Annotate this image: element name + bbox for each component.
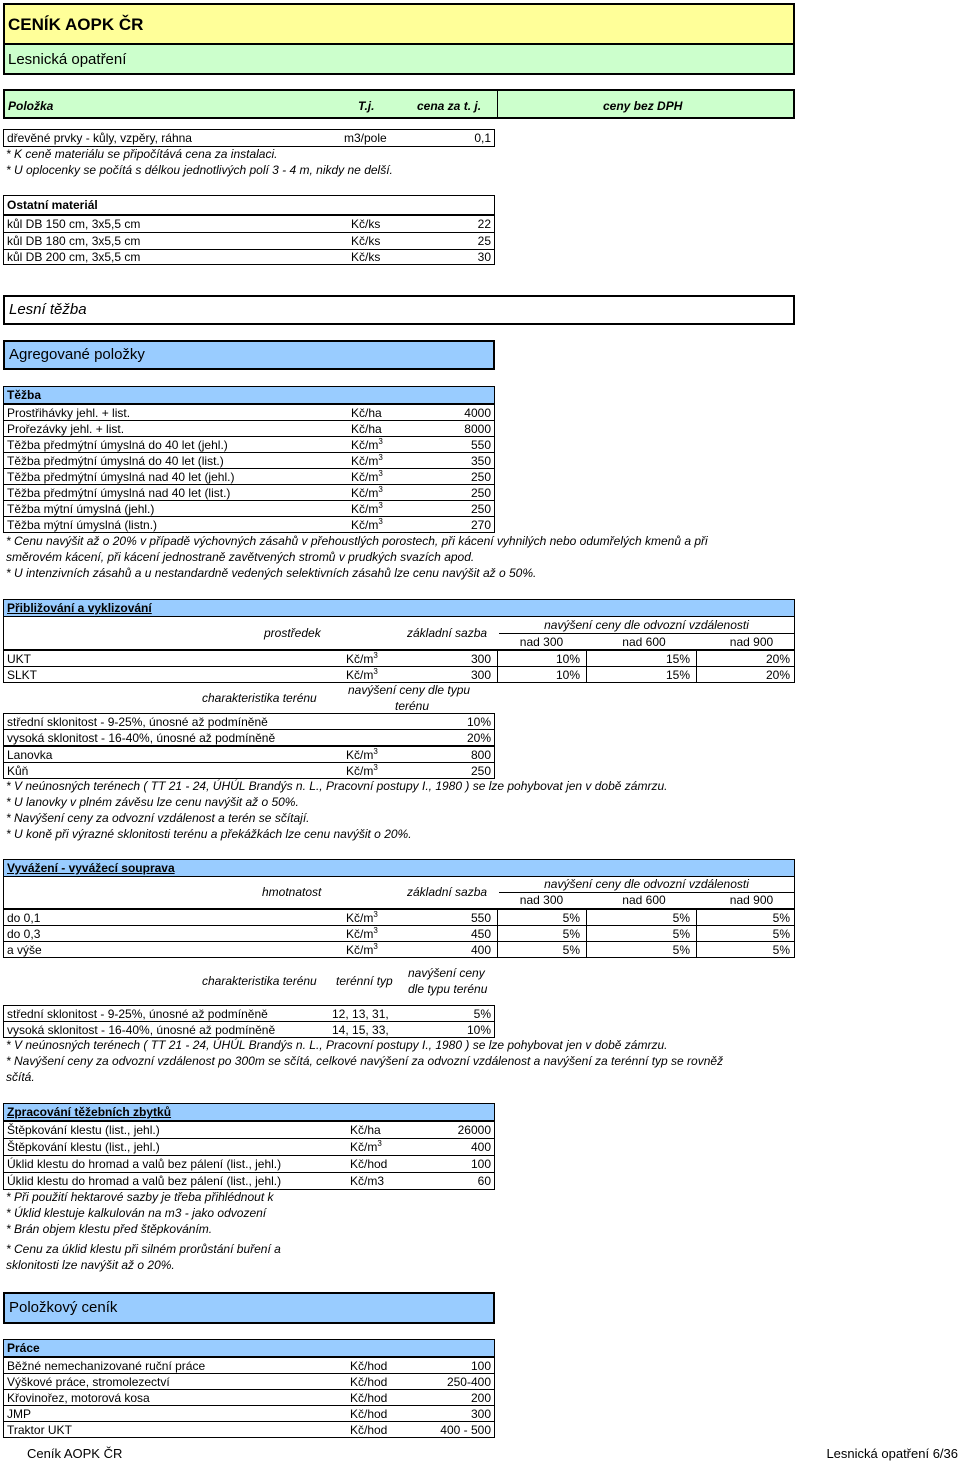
forwarding-terrain-row — [3, 1021, 495, 1038]
row-d600: 5% — [672, 911, 690, 925]
unit-text: Kč/m — [346, 927, 374, 941]
row-d300: 5% — [562, 911, 580, 925]
h-d300: nad 300 — [519, 635, 564, 649]
fence-price: 0,1 — [474, 131, 491, 145]
unit-text: Kč/ha — [351, 406, 382, 420]
col-divider — [497, 926, 498, 942]
terrain-name: střední sklonitost - 9-25%, únosné až podmíněně — [7, 1007, 268, 1021]
forwarding-colhead — [3, 877, 795, 909]
h-tinc: dle typu terénu — [408, 982, 488, 996]
table-row — [3, 1172, 495, 1190]
row-price: 550 — [470, 911, 491, 925]
row-price: 100 — [470, 1157, 491, 1171]
forest-logging-banner — [3, 295, 795, 325]
row-name: SLKT — [7, 668, 38, 682]
col-divider — [696, 667, 697, 683]
unit-text: Kč/m — [351, 502, 379, 516]
terrain-name: vysoká sklonitost - 16-40%, únosné až podmíněně — [7, 1023, 276, 1037]
unit-text: Kč/ha — [351, 422, 382, 436]
table-row — [4, 233, 494, 250]
col-item: Položka — [8, 99, 54, 113]
row-d900: 5% — [772, 911, 790, 925]
row-price: 250-400 — [446, 1375, 491, 1389]
row-name: Štěpkování klestu (list., jehl.) — [7, 1123, 160, 1137]
forwarding-header — [3, 859, 795, 877]
table-row — [3, 484, 495, 501]
logging-note: * Cenu navýšit až o 20% v případě výchovných zásahů v přehoustlých porostech, při kácení vyhnilých nebo odumřelých kmenů a při — [6, 534, 708, 548]
work-header — [3, 1339, 495, 1357]
forwarding-title: Vyvážení - vyvážecí souprava — [7, 861, 175, 875]
unit-exponent: 3 — [378, 453, 383, 462]
row-d900: 20% — [765, 668, 790, 682]
h-d900: nad 900 — [729, 893, 774, 907]
row-price: 550 — [470, 438, 491, 452]
table-row — [3, 452, 495, 469]
terrain-type: 12, 13, 31, — [332, 1007, 389, 1021]
row-unit — [350, 1173, 384, 1189]
row-price: 8000 — [464, 422, 491, 436]
row-name: do 0,1 — [7, 911, 41, 925]
row-price: 250 — [470, 764, 491, 778]
unit-text: Kč/hod — [350, 1423, 388, 1437]
residues-note: * Cenu za úklid klestu při silném prorůstání buření a — [6, 1242, 281, 1256]
skidding-note: * Navýšení ceny za odvozní vzdálenost a terén se sčítají. — [6, 811, 310, 825]
table-row — [3, 1389, 495, 1406]
row-unit — [346, 910, 378, 926]
row-name: Lanovka — [7, 748, 53, 762]
terrain-value: 10% — [466, 1023, 491, 1037]
row-price: 60 — [477, 1174, 491, 1188]
col-divider — [497, 91, 498, 117]
forwarding-note: * V neúnosných terénech ( TT 21 - 24, ÚHÚL Brandýs n. L., Pracovní postupy I., 1980 ) se lze pohybovat jen v době zámrzu. — [6, 1038, 668, 1052]
unit-exponent: 3 — [377, 1139, 382, 1148]
row-unit — [350, 1422, 387, 1438]
table-row — [3, 1121, 495, 1139]
h-means: prostředek — [264, 626, 321, 640]
unit-text: Kč/hod — [350, 1157, 388, 1171]
unit-text: Kč/m — [351, 438, 379, 452]
footer-right: Lesnická opatření 6/36 — [826, 1446, 958, 1461]
forest-logging-title: Lesní těžba — [9, 301, 87, 318]
row-name: Úklid klestu do hromad a valů bez pálení (list., jehl.) — [7, 1157, 282, 1171]
terrain-value: 10% — [466, 715, 491, 729]
row-unit — [350, 1374, 387, 1390]
table-row — [3, 1405, 495, 1422]
h-tinc: navýšení ceny — [408, 966, 485, 980]
row-price: 270 — [470, 518, 491, 532]
table-row — [3, 1138, 495, 1156]
row-name: JMP — [7, 1407, 31, 1421]
h-d600: nad 600 — [622, 635, 666, 649]
h-ttype: terénní typ — [336, 974, 393, 988]
table-row — [3, 1357, 495, 1374]
row-unit: Kč/ks — [351, 250, 381, 264]
table-row — [3, 746, 495, 763]
table-row — [3, 941, 795, 958]
row-d300: 5% — [562, 943, 580, 957]
row-d300: 10% — [555, 652, 580, 666]
h-terrain-inc: terénu — [395, 699, 430, 713]
residues-note: sklonitosti lze navýšit až o 20%. — [6, 1258, 175, 1272]
fence-name: dřevěné prvky - kůly, vzpěry, ráhna — [7, 131, 192, 145]
itemized-title: Položkový ceník — [9, 1299, 118, 1316]
row-name: UKT — [7, 652, 31, 666]
row-price: 22 — [477, 217, 491, 231]
unit-text: Kč/m — [346, 764, 374, 778]
h-d300: nad 300 — [519, 893, 564, 907]
row-unit — [346, 926, 378, 942]
row-unit — [351, 421, 382, 437]
skidding-terrain-row — [3, 729, 495, 746]
logging-note: směrovém kácení, při kácení jednostraně zavětvených stromů v prudkých svazích apod. — [6, 550, 475, 564]
row-d600: 15% — [665, 652, 690, 666]
table-row — [3, 1421, 495, 1438]
row-name: Výškové práce, stromolezectví — [7, 1375, 170, 1389]
residues-note: * Úklid klestuje kalkulován na m3 - jako odvození — [6, 1206, 267, 1220]
skidding-header — [3, 599, 795, 617]
row-unit: Kč/ks — [351, 234, 381, 248]
row-name: do 0,3 — [7, 927, 41, 941]
unit-text: Kč/m — [346, 943, 374, 957]
unit-text: Kč/m — [346, 911, 374, 925]
unit-exponent: 3 — [378, 469, 383, 478]
unit-exponent: 3 — [373, 942, 378, 951]
row-price: 400 — [470, 1140, 491, 1154]
table-row — [3, 436, 495, 453]
unit-text: Kč/ha — [350, 1123, 381, 1137]
terrain-value: 5% — [473, 1007, 491, 1021]
unit-text: Kč/m — [350, 1140, 378, 1154]
unit-text: Kč/m3 — [350, 1174, 385, 1188]
work-title: Práce — [7, 1341, 40, 1355]
row-unit — [346, 667, 378, 683]
row-unit — [346, 747, 378, 763]
row-name: Těžba mýtní úmyslná (listn.) — [7, 518, 158, 532]
forwarding-terrain-row — [3, 1005, 495, 1022]
row-unit — [351, 469, 383, 485]
forwarding-note: * Navýšení ceny za odvozní vzdálenost po 300m se sčítá, celkové navýšení za odvozní vzdálenost a navýšení za terénní typ se rovněž — [6, 1054, 724, 1068]
table-row — [3, 404, 495, 421]
terrain-type: 14, 15, 33, — [332, 1023, 389, 1037]
row-price: 300 — [470, 668, 491, 682]
col-vat: ceny bez DPH — [603, 99, 683, 113]
table-row — [3, 1373, 495, 1390]
col-unit: T.j. — [358, 99, 375, 113]
row-name: Křovinořez, motorová kosa — [7, 1391, 150, 1405]
row-d300: 10% — [555, 668, 580, 682]
skidding-colhead — [3, 617, 795, 650]
row-name: Úklid klestu do hromad a valů bez pálení (list., jehl.) — [7, 1174, 282, 1188]
table-row — [3, 468, 495, 485]
col-divider — [497, 910, 498, 926]
residues-note: * Brán objem klestu před štěpkováním. — [6, 1222, 213, 1236]
h-terrain: charakteristika terénu — [202, 691, 317, 705]
unit-text: Kč/m — [351, 518, 379, 532]
row-name: Prostřihávky jehl. + list. — [7, 406, 131, 420]
h-d900: nad 900 — [729, 635, 774, 649]
fence-unit: m3/pole — [344, 131, 387, 145]
col-divider — [586, 667, 587, 683]
row-unit — [351, 485, 383, 501]
skidding-note: * U koně při výrazné sklonitosti terénu a překážkách lze cenu navýšit o 20%. — [6, 827, 412, 841]
row-price: 250 — [470, 486, 491, 500]
logging-note: * U intenzivních zásahů a u nestandardně vedených selektivních zásahů lze cenu navýšit až o 50%. — [6, 566, 537, 580]
row-unit — [350, 1122, 381, 1138]
table-row — [3, 1155, 495, 1173]
col-divider — [586, 926, 587, 942]
other-material-table — [3, 195, 495, 265]
h-weight: hmotnatost — [262, 885, 322, 899]
col-divider — [586, 942, 587, 958]
row-unit — [346, 942, 378, 958]
row-price: 250 — [470, 502, 491, 516]
unit-exponent: 3 — [378, 437, 383, 446]
row-name: kůl DB 200 cm, 3x5,5 cm — [7, 250, 141, 264]
skidding-title: Přibližování a vyklizování — [7, 601, 152, 615]
table-row — [3, 420, 495, 437]
row-unit — [346, 763, 378, 779]
h-d600: nad 600 — [622, 893, 666, 907]
row-d600: 5% — [672, 927, 690, 941]
unit-exponent: 3 — [378, 517, 383, 526]
unit-exponent: 3 — [373, 763, 378, 772]
h-increase: navýšení ceny dle odvozní vzdálenosti — [544, 877, 749, 891]
row-unit — [351, 501, 383, 517]
col-divider — [586, 910, 587, 926]
unit-text: Kč/m — [346, 748, 374, 762]
skidding-note: * V neúnosných terénech ( TT 21 - 24, ÚHÚL Brandýs n. L., Pracovní postupy I., 1980 ) se lze pohybovat jen v době zámrzu. — [6, 779, 668, 793]
row-unit — [350, 1406, 387, 1422]
row-unit — [350, 1156, 387, 1172]
row-price: 25 — [477, 234, 491, 248]
row-unit — [346, 651, 378, 667]
footer-left: Ceník AOPK ČR — [27, 1446, 123, 1461]
skidding-terrain-row — [3, 713, 495, 730]
row-name: Těžba předmýtní úmyslná do 40 let (jehl.) — [7, 438, 228, 452]
col-price: cena za t. j. — [417, 99, 482, 113]
unit-text: Kč/hod — [350, 1407, 388, 1421]
col-divider — [586, 651, 587, 667]
table-row — [4, 216, 494, 233]
col-divider — [696, 926, 697, 942]
table-row — [3, 762, 495, 779]
forwarding-note: sčítá. — [6, 1070, 35, 1084]
column-header-bar — [3, 89, 795, 119]
unit-text: Kč/m — [351, 470, 379, 484]
terrain-value: 20% — [466, 731, 491, 745]
residues-header — [3, 1103, 495, 1121]
col-divider — [497, 942, 498, 958]
skidding-note: * U lanovky v plném závěsu lze cenu navýšit až o 50%. — [6, 795, 299, 809]
row-price: 300 — [470, 1407, 491, 1421]
row-name: Prořezávky jehl. + list. — [7, 422, 125, 436]
unit-text: Kč/hod — [350, 1375, 388, 1389]
col-divider — [696, 651, 697, 667]
unit-exponent: 3 — [373, 667, 378, 676]
unit-text: Kč/hod — [350, 1359, 388, 1373]
itemized-banner — [3, 1292, 495, 1324]
row-d600: 15% — [665, 668, 690, 682]
row-d900: 5% — [772, 943, 790, 957]
row-name: Traktor UKT — [7, 1423, 72, 1437]
unit-text: Kč/hod — [350, 1391, 388, 1405]
table-row — [3, 909, 795, 926]
residues-title: Zpracování těžebních zbytků — [7, 1105, 172, 1119]
fence-row — [3, 129, 495, 147]
logging-header — [3, 386, 495, 404]
col-divider — [696, 942, 697, 958]
table-row — [3, 516, 495, 533]
col-divider — [497, 667, 498, 683]
table-row — [3, 666, 795, 683]
unit-exponent: 3 — [378, 501, 383, 510]
aggregated-banner — [3, 340, 495, 370]
table-row — [4, 249, 494, 265]
logging-title: Těžba — [7, 388, 42, 402]
row-unit — [351, 453, 383, 469]
unit-text: Kč/m — [346, 668, 374, 682]
row-unit: Kč/ks — [351, 217, 381, 231]
row-unit — [350, 1358, 387, 1374]
h-increase: navýšení ceny dle odvozní vzdálenosti — [544, 618, 749, 632]
other-material-title: Ostatní materiál — [7, 198, 98, 212]
row-name: Těžba předmýtní úmyslná nad 40 let (jehl.) — [7, 470, 235, 484]
row-price: 350 — [470, 454, 491, 468]
h-base: základní sazba — [407, 885, 488, 899]
row-unit — [351, 437, 383, 453]
row-price: 100 — [470, 1359, 491, 1373]
page-subtitle: Lesnická opatření — [8, 51, 127, 68]
row-price: 300 — [470, 652, 491, 666]
row-name: kůl DB 150 cm, 3x5,5 cm — [7, 217, 141, 231]
unit-exponent: 3 — [373, 651, 378, 660]
row-unit — [350, 1139, 382, 1155]
table-row — [3, 650, 795, 667]
row-price: 400 — [470, 943, 491, 957]
row-d900: 5% — [772, 927, 790, 941]
table-row — [3, 500, 495, 517]
unit-exponent: 3 — [373, 926, 378, 935]
row-unit — [351, 517, 383, 533]
h-base: základní sazba — [407, 626, 488, 640]
row-price: 30 — [477, 250, 491, 264]
h-terrain-inc: navýšení ceny dle typu — [348, 683, 471, 697]
row-d300: 5% — [562, 927, 580, 941]
terrain-name: vysoká sklonitost - 16-40%, únosné až podmíněně — [7, 731, 276, 745]
row-unit — [350, 1390, 387, 1406]
unit-exponent: 3 — [373, 910, 378, 919]
row-price: 400 - 500 — [440, 1423, 491, 1437]
col-divider — [696, 910, 697, 926]
residues-note: * Při použití hektarové sazby je třeba přihlédnout k — [6, 1190, 274, 1204]
unit-exponent: 3 — [378, 485, 383, 494]
row-unit — [351, 405, 382, 421]
unit-exponent: 3 — [373, 747, 378, 756]
unit-text: Kč/m — [351, 486, 379, 500]
h-terrain: charakteristika terénu — [202, 974, 317, 988]
unit-text: Kč/m — [346, 652, 374, 666]
other-material-header — [4, 196, 494, 216]
header-subtitle-bar — [3, 43, 795, 75]
row-price: 450 — [470, 927, 491, 941]
page-title: CENÍK AOPK ČR — [8, 15, 144, 34]
fence-note: * K ceně materiálu se připočítává cena za instalaci. — [6, 147, 278, 161]
row-d900: 20% — [765, 652, 790, 666]
row-name: Těžba předmýtní úmyslná do 40 let (list.) — [7, 454, 224, 468]
row-name: a výše — [7, 943, 42, 957]
row-d600: 5% — [672, 943, 690, 957]
row-price: 200 — [470, 1391, 491, 1405]
col-divider — [497, 651, 498, 667]
row-price: 4000 — [464, 406, 491, 420]
terrain-name: střední sklonitost - 9-25%, únosné až podmíněně — [7, 715, 268, 729]
row-name: Těžba mýtní úmyslná (jehl.) — [7, 502, 155, 516]
unit-text: Kč/m — [351, 454, 379, 468]
row-name: Těžba předmýtní úmyslná nad 40 let (list.) — [7, 486, 231, 500]
row-price: 250 — [470, 470, 491, 484]
row-price: 800 — [470, 748, 491, 762]
row-name: Běžné nemechanizované ruční práce — [7, 1359, 206, 1373]
header-title-bar — [3, 3, 795, 43]
row-name: kůl DB 180 cm, 3x5,5 cm — [7, 234, 141, 248]
row-name: Kůň — [7, 764, 29, 778]
row-name: Štěpkování klestu (list., jehl.) — [7, 1140, 160, 1154]
table-row — [3, 925, 795, 942]
aggregated-title: Agregované položky — [9, 346, 145, 363]
fence-note: * U oplocenky se počítá s délkou jednotlivých polí 3 - 4 m, nikdy ne delší. — [6, 163, 393, 177]
row-price: 26000 — [457, 1123, 491, 1137]
